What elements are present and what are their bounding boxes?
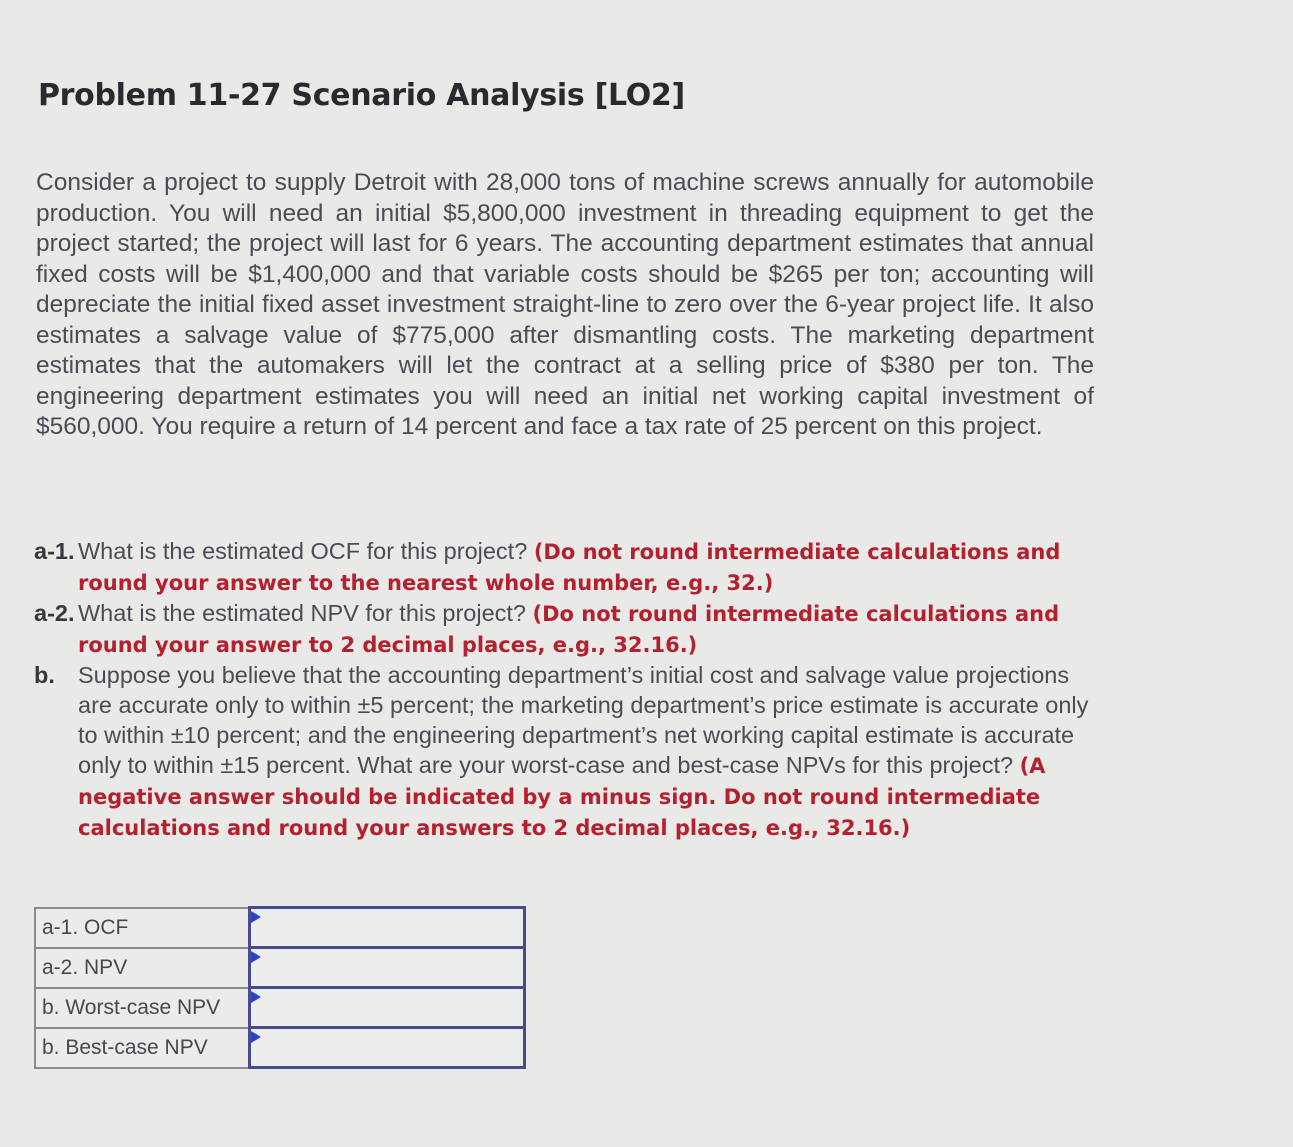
question-instruction: (Do not round intermediate calculations and round your answer to the nearest whole number, e.g., 32.) <box>78 540 1061 595</box>
question-label: a-1. <box>34 538 75 564</box>
question-text: Suppose you believe that the accounting department’s initial cost and salvage value projections are accurate only to within ±5 percent; the marketing department’s price estimate is accurate only to within ±10 percent; and the engineering department’s net working capital estimate is accurate only to within ±15 percent. What are your worst-case and best-case NPVs for this project? <box>78 662 1089 778</box>
question-b <box>34 660 1094 843</box>
problem-statement: Consider a project to supply Detroit with 28,000 tons of machine screws annually for automobile production. You will need an initial $5,800,000 investment in threading equipment to get the project started; the project will last for 6 years. The accounting department estimates that annual fixed costs will be $1,400,000 and that variable costs should be $265 per ton; accounting will depreciate the initial fixed asset investment straight-line to zero over the 6-year project life. It also estimates a salvage value of $775,000 after dismantling costs. The marketing department estimates that the automakers will let the contract at a selling price of $380 per ton. The engineering department estimates you will need an initial net working capital investment of $560,000. You require a return of 14 percent and face a tax rate of 25 percent on this project. <box>36 169 1094 440</box>
table-row <box>35 908 525 948</box>
question-instruction: (Do not round intermediate calculations and round your answer to 2 decimal places, e.g., 32.16.) <box>78 602 1060 657</box>
ocf-input[interactable] <box>251 908 527 947</box>
table-row <box>35 948 525 988</box>
question-instruction: (A negative answer should be indicated by a minus sign. Do not round intermediate calculations and round your answers to 2 decimal places, e.g., 32.16.) <box>78 754 1046 840</box>
input-marker-icon <box>251 951 261 963</box>
question-label: b. <box>34 662 55 688</box>
row-label-best-case-npv: b. Best-case NPV <box>35 1028 250 1068</box>
worst-case-npv-input[interactable] <box>251 988 527 1027</box>
row-label-ocf: a-1. OCF <box>35 908 250 948</box>
table-row <box>35 1028 525 1068</box>
row-label-worst-case-npv: b. Worst-case NPV <box>35 988 250 1028</box>
question-list <box>34 536 1094 843</box>
question-text: What is the estimated NPV for this project? <box>78 600 533 626</box>
npv-input[interactable] <box>251 948 527 987</box>
question-a1 <box>34 536 1094 598</box>
input-marker-icon <box>251 991 261 1003</box>
best-case-npv-input[interactable] <box>251 1028 527 1067</box>
table-row <box>35 988 525 1028</box>
row-label-npv: a-2. NPV <box>35 948 250 988</box>
question-text: What is the estimated OCF for this project? <box>78 538 534 564</box>
input-marker-icon <box>251 911 261 923</box>
input-marker-icon <box>251 1031 261 1043</box>
problem-title: Problem 11-27 Scenario Analysis [LO2] <box>38 78 685 113</box>
answer-table <box>34 906 526 1069</box>
question-a2 <box>34 598 1094 660</box>
question-label: a-2. <box>34 600 75 626</box>
